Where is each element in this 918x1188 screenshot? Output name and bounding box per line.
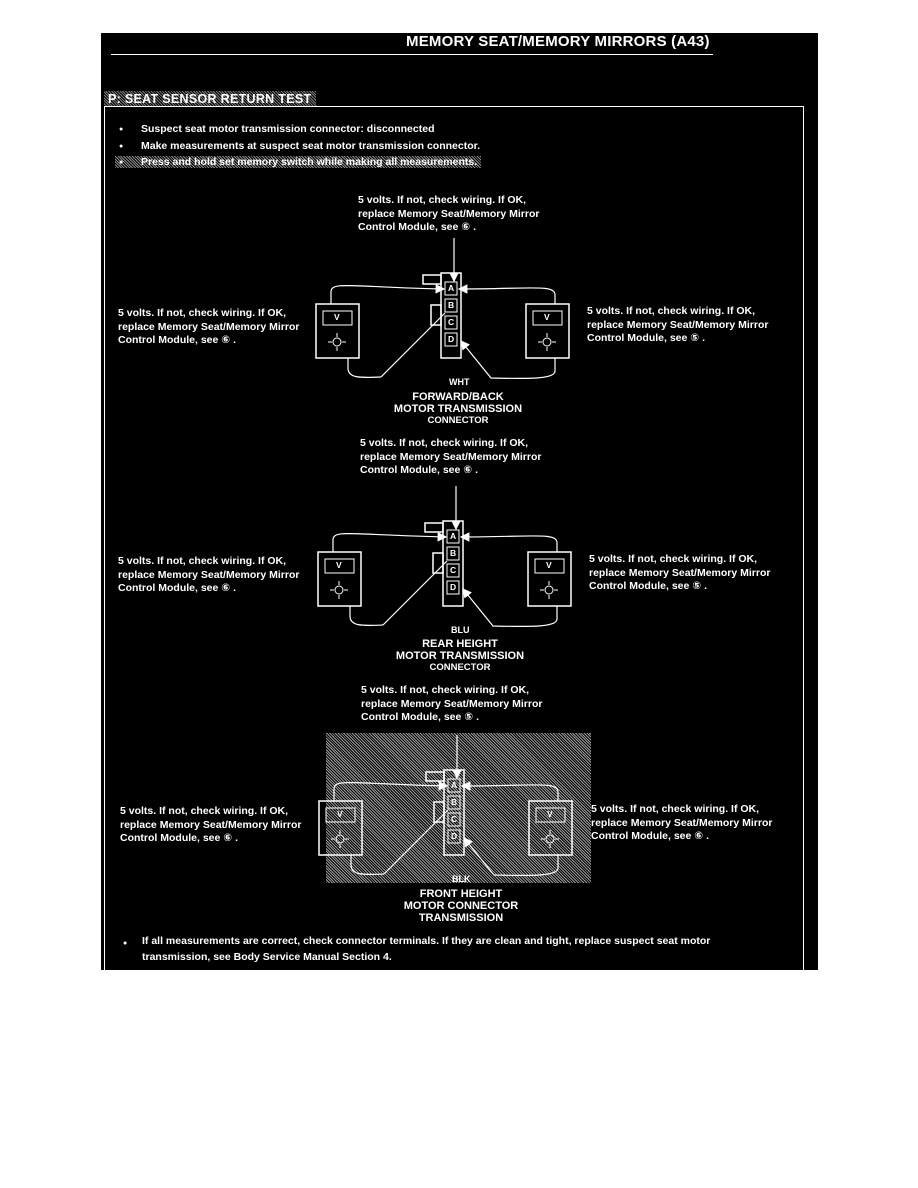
diagram-3-left-note: 5 volts. If not, check wiring. If OK, replace Memory Seat/Memory Mirror Control Module, see ⑥ . (120, 805, 302, 844)
diagram-1-left-note: 5 volts. If not, check wiring. If OK, replace Memory Seat/Memory Mirror Control Module, see ⑥ . (118, 307, 300, 346)
footer-note: ● If all measurements are correct, check connector terminals. If they are clean and tight, replace suspect seat motor transmission, see Body Service Manual Section 4. (119, 933, 809, 965)
page-title: MEMORY SEAT/MEMORY MIRRORS (A43) (406, 33, 710, 50)
meter-label-2l: V (336, 560, 342, 570)
diagram-3-wire-color: BLK (452, 874, 471, 884)
pin-b-3: B (451, 797, 458, 807)
meter-label-3l: V (337, 809, 343, 819)
pin-a-2: A (450, 531, 457, 541)
diagram-1-right-note: 5 volts. If not, check wiring. If OK, replace Memory Seat/Memory Mirror Control Module, see ⑤ . (587, 305, 769, 344)
diagram-2-caption: REAR HEIGHT MOTOR TRANSMISSION CONNECTOR (395, 638, 525, 673)
diagram-1-top-note: 5 volts. If not, check wiring. If OK, replace Memory Seat/Memory Mirror Control Module, see ⑥ . (358, 194, 540, 233)
section-title: P: SEAT SENSOR RETURN TEST (104, 91, 316, 107)
pin-a-1: A (448, 283, 455, 293)
manual-page (101, 33, 818, 970)
diagram-2-right-note: 5 volts. If not, check wiring. If OK, replace Memory Seat/Memory Mirror Control Module, see ⑤ . (589, 553, 771, 592)
diagram-2-left-note: 5 volts. If not, check wiring. If OK, replace Memory Seat/Memory Mirror Control Module, see ⑥ . (118, 555, 300, 594)
bullet-2: ● Make measurements at suspect seat motor transmission connector. (115, 140, 480, 152)
bullet-3: ● Press and hold set memory switch while making all measurements. (115, 156, 481, 168)
meter-label-2r: V (546, 560, 552, 570)
bullet-1: ● Suspect seat motor transmission connector: disconnected (115, 123, 434, 135)
diagram-3-caption: FRONT HEIGHT MOTOR CONNECTOR TRANSMISSION (403, 888, 519, 924)
meter-label-1r: V (544, 312, 550, 322)
pin-d-1: D (448, 334, 455, 344)
pin-b-2: B (450, 548, 457, 558)
pin-b-1: B (448, 300, 455, 310)
pin-c-3: C (451, 814, 458, 824)
diagram-1-wire-color: WHT (449, 377, 470, 387)
meter-label-3r: V (547, 809, 553, 819)
diagram-2-top-note: 5 volts. If not, check wiring. If OK, replace Memory Seat/Memory Mirror Control Module, see ⑥ . (360, 437, 542, 476)
pin-d-3: D (451, 831, 458, 841)
diagram-2-wire-color: BLU (451, 625, 470, 635)
diagram-3-right-note: 5 volts. If not, check wiring. If OK, replace Memory Seat/Memory Mirror Control Module, see ⑥ . (591, 803, 773, 842)
diagram-labels (101, 33, 818, 970)
diagram-3-top-note: 5 volts. If not, check wiring. If OK, replace Memory Seat/Memory Mirror Control Module, see ⑤ . (361, 684, 543, 723)
pin-c-1: C (448, 317, 455, 327)
pin-d-2: D (450, 582, 457, 592)
pin-a-3: A (451, 780, 458, 790)
pin-c-2: C (450, 565, 457, 575)
diagram-1-caption: FORWARD/BACK MOTOR TRANSMISSION CONNECTOR (393, 391, 523, 426)
meter-label-1l: V (334, 312, 340, 322)
